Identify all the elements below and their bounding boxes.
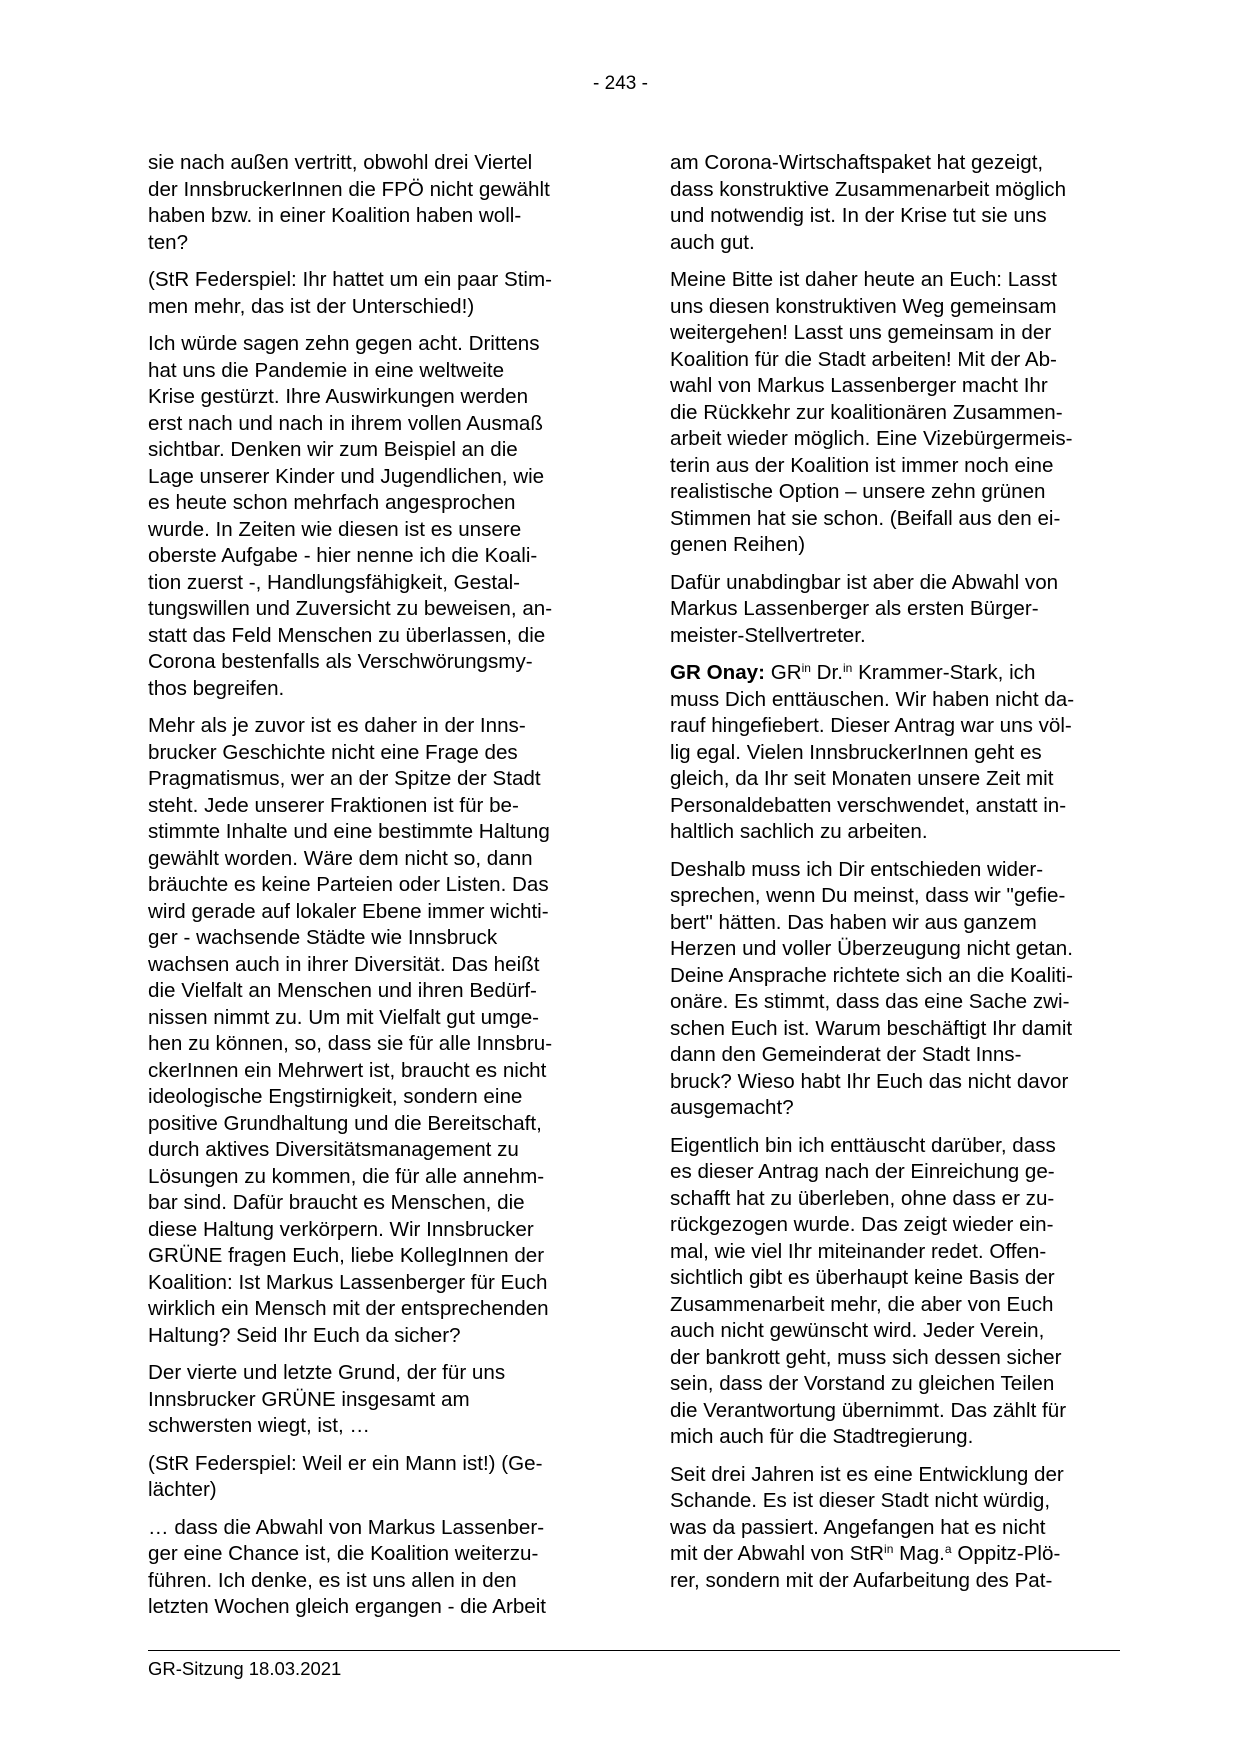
text-line: Dafür unabdingbar ist aber die Abwahl von [670, 570, 1059, 594]
paragraph [148, 331, 596, 702]
text-line: wachsen auch in ihrer Diversität. Das heißt [148, 952, 540, 976]
paragraph [148, 150, 596, 256]
speech-lines [670, 687, 1118, 846]
text-line: gewählt worden. Wäre dem nicht so, dann [148, 846, 533, 870]
text-line: gleich, da Ihr seit Monaten unsere Zeit mit [670, 767, 1054, 790]
text-line: sichtlich gibt es überhaupt keine Basis der [670, 1266, 1055, 1289]
text-line: nissen nimmt zu. Um mit Vielfalt gut umge- [148, 1005, 540, 1029]
text-line: diese Haltung verkörpern. Wir Innsbrucker [148, 1217, 534, 1241]
text-line: die Verantwortung übernimmt. Das zählt für [670, 1398, 1067, 1422]
text-line: men mehr, das ist der Unterschied!) [148, 294, 475, 318]
text-line: die Rückkehr zur koalitionären Zusammen- [670, 400, 1063, 424]
text-line: Ich würde sagen zehn gegen acht. Drittens [148, 332, 540, 355]
text-line: die Vielfalt an Menschen und ihren Bedürf- [148, 979, 537, 1002]
footer-rule [148, 1650, 1120, 1651]
text-line: ckerInnen ein Mehrwert ist, braucht es nicht [148, 1058, 547, 1082]
footer-text: GR-Sitzung 18.03.2021 [148, 1658, 342, 1679]
text-line: statt das Feld Menschen zu überlassen, die [148, 623, 546, 647]
text-line: ger - wachsende Städte wie Innsbruck [148, 926, 498, 949]
text-line: Pragmatismus, wer an der Spitze der Stadt [148, 767, 541, 790]
text-line: Markus Lassenberger als ersten Bürger- [670, 597, 1039, 620]
text-line: sprechen, wenn Du meinst, dass wir "gefie- [670, 884, 1066, 907]
text-line: es heute schon mehrfach angesprochen [148, 491, 516, 514]
text-line: meister-Stellvertreter. [670, 623, 866, 647]
text-line: tion zuerst -, Handlungsfähigkeit, Gestal- [148, 570, 521, 594]
text-line: Deshalb muss ich Dir entschieden wider- [670, 857, 1044, 881]
text-line: auch gut. [670, 230, 755, 254]
text-line: schafft hat zu überleben, ohne dass er zu- [670, 1186, 1055, 1210]
page-number: - 243 - [593, 73, 648, 94]
text-line: rer, sondern mit der Aufarbeitung des Pat- [670, 1568, 1053, 1592]
text-line: Koalition für die Stadt arbeiten! Mit der Ab- [670, 347, 1057, 371]
paragraph [670, 1462, 1118, 1595]
text-line: terin aus der Koalition ist immer noch eine [670, 453, 1054, 477]
text-line: lig egal. Vielen InnsbruckerInnen geht es [670, 740, 1042, 764]
text-line: Stimmen hat sie schon. (Beifall aus den ei- [670, 506, 1061, 530]
text-line: es dieser Antrag nach der Einreichung ge- [670, 1160, 1055, 1183]
text-line: lächter) [148, 1478, 217, 1501]
text-line: bar sind. Dafür braucht es Menschen, die [148, 1191, 525, 1214]
text-line: onäre. Es stimmt, dass das eine Sache zwi- [670, 990, 1070, 1013]
text-line: ideologische Engstirnigkeit, sondern eine [148, 1085, 523, 1108]
text-line: positive Grundhaltung und die Bereitschaft, [148, 1111, 542, 1135]
text-line: Seit drei Jahren ist es eine Entwicklung der [670, 1462, 1064, 1486]
text-line: Corona bestenfalls als Verschwörungsmy- [148, 650, 533, 673]
text-line: stimmte Inhalte und eine bestimmte Haltung [148, 820, 550, 843]
text-line: sein, dass der Vorstand zu gleichen Teilen [670, 1372, 1055, 1395]
interjection [148, 267, 596, 320]
text-line: mit der Abwahl von StR$^{in}$ Mag.$^a$ Oppitz-Plö- [670, 1542, 1061, 1565]
text-line: führen. Ich denke, es ist uns allen in den [148, 1568, 517, 1592]
text-line: steht. Jede unserer Fraktionen ist für be- [148, 793, 519, 817]
text-line: (StR Federspiel: Weil er ein Mann ist!) (Ge- [148, 1451, 543, 1475]
paragraph [148, 1360, 596, 1440]
paragraph [148, 1515, 596, 1621]
text-line: bruck? Wieso habt Ihr Euch das nicht davor [670, 1069, 1069, 1093]
text-line: Lösungen zu kommen, die für alle annehm- [148, 1164, 545, 1188]
text-line: durch aktives Diversitätsmanagement zu [148, 1138, 519, 1161]
text-line: GRÜNE fragen Euch, liebe KollegInnen der [148, 1244, 545, 1267]
text-line: auch nicht gewünscht wird. Jeder Verein, [670, 1319, 1045, 1342]
text-line: wird gerade auf lokaler Ebene immer wichti- [148, 899, 549, 923]
paragraph [670, 857, 1118, 1122]
text-line: dass konstruktive Zusammenarbeit möglich [670, 177, 1067, 201]
text-line: bert" hätten. Das haben wir aus ganzem [670, 910, 1037, 934]
text-line: schwersten wiegt, ist, … [148, 1414, 371, 1437]
text-line: tungswillen und Zuversicht zu beweisen, an- [148, 597, 553, 620]
speaker-name: GR Onay: [670, 661, 765, 684]
text-line: mich auch für die Stadtregierung. [670, 1425, 974, 1448]
speech-first-line: GR Onay: $GR^{in}$ Dr.$^{in}$ Krammer-Stark, ich [670, 661, 1036, 684]
text-line: rauf hingefiebert. Dieser Antrag war uns völ- [670, 714, 1072, 737]
text-line: ger eine Chance ist, die Koalition weiterzu- [148, 1542, 539, 1565]
text-line: wahl von Markus Lassenberger macht Ihr [670, 374, 1048, 397]
text-line: mal, wie viel Ihr miteinander redet. Offen- [670, 1239, 1047, 1263]
interjection [148, 1451, 596, 1504]
text-line: ten? [148, 230, 189, 254]
text-line: muss Dich enttäuschen. Wir haben nicht da- [670, 687, 1075, 711]
paragraph [670, 570, 1118, 650]
text-line: haltlich sachlich zu arbeiten. [670, 820, 928, 843]
text-line: thos begreifen. [148, 676, 285, 700]
text-line: sichtbar. Denken wir zum Beispiel an die [148, 438, 518, 461]
text-line: … dass die Abwahl von Markus Lassenber- [148, 1515, 545, 1539]
text-line: Herzen und voller Überzeugung nicht getan. [670, 937, 1073, 960]
text-line: wurde. In Zeiten wie diesen ist es unsere [148, 517, 522, 541]
text-line: ausgemacht? [670, 1096, 794, 1119]
text-line: weitergehen! Lasst uns gemeinsam in der [670, 321, 1052, 344]
text-line: Eigentlich bin ich enttäuscht darüber, dass [670, 1133, 1056, 1157]
paragraph [670, 267, 1118, 559]
text-line: am Corona-Wirtschaftspaket hat gezeigt, [670, 151, 1044, 174]
text-line: rückgezogen wurde. Das zeigt wieder ein- [670, 1213, 1054, 1236]
text-line: wirklich ein Mensch mit der entsprechenden [148, 1297, 549, 1320]
text-line: Innsbrucker GRÜNE insgesamt am [148, 1387, 470, 1411]
paragraph [670, 1133, 1118, 1451]
text-line: erst nach und nach in ihrem vollen Ausmaß [148, 411, 543, 435]
text-line: hat uns die Pandemie in eine weltweite [148, 358, 505, 382]
text-line: Deine Ansprache richtete sich an die Koaliti- [670, 963, 1073, 987]
left-column [148, 150, 596, 1632]
text-line: was da passiert. Angefangen hat es nicht [670, 1515, 1046, 1539]
text-line: brucker Geschichte nicht eine Frage des [148, 740, 518, 764]
text-line: Koalition: Ist Markus Lassenberger für Euch [148, 1270, 548, 1294]
speech-paragraph [670, 660, 1118, 846]
text-line: hen zu können, so, dass sie für alle Innsbru- [148, 1032, 553, 1055]
text-line: Haltung? Seid Ihr Euch da sicher? [148, 1323, 461, 1347]
text-line: haben bzw. in einer Koalition haben woll- [148, 204, 522, 227]
text-line: Mehr als je zuvor ist es daher in der Inns- [148, 714, 526, 737]
text-line: und notwendig ist. In der Krise tut sie uns [670, 204, 1047, 227]
text-line: Lage unserer Kinder und Jugendlichen, wie [148, 464, 545, 488]
paragraph-lines [670, 1462, 1118, 1542]
text-line: oberste Aufgabe - hier nenne ich die Koali- [148, 544, 538, 567]
text-line: Der vierte und letzte Grund, der für uns [148, 1361, 506, 1384]
text-line: uns diesen konstruktiven Weg gemeinsam [670, 294, 1057, 318]
paragraph [670, 150, 1118, 256]
text-line: Schande. Es ist dieser Stadt nicht würdig, [670, 1489, 1051, 1512]
text-line: der bankrott geht, muss sich dessen sicher [670, 1345, 1062, 1369]
paragraph [148, 713, 596, 1349]
text-line: Zusammenarbeit mehr, die aber von Euch [670, 1292, 1054, 1316]
text-line: Krise gestürzt. Ihre Auswirkungen werden [148, 385, 529, 408]
text-line: genen Reihen) [670, 533, 806, 556]
text-line: arbeit wieder möglich. Eine Vizebürgermeis- [670, 427, 1073, 450]
text-line: sie nach außen vertritt, obwohl drei Viertel [148, 151, 533, 174]
text-line: (StR Federspiel: Ihr hattet um ein paar Stim- [148, 268, 553, 291]
text-line: dann den Gemeinderat der Stadt Inns- [670, 1043, 1022, 1066]
text-line: schen Euch ist. Warum beschäftigt Ihr damit [670, 1016, 1073, 1040]
text-line: Meine Bitte ist daher heute an Euch: Lasst [670, 268, 1057, 291]
text-line: letzten Wochen gleich ergangen - die Arbeit [148, 1595, 547, 1618]
text-line: der InnsbruckerInnen die FPÖ nicht gewählt [148, 177, 550, 201]
text-line: Personaldebatten verschwendet, anstatt in- [670, 793, 1067, 817]
text-line: realistische Option – unsere zehn grünen [670, 480, 1046, 503]
text-line: bräuchte es keine Parteien oder Listen. Das [148, 873, 549, 896]
right-column [670, 150, 1118, 1605]
